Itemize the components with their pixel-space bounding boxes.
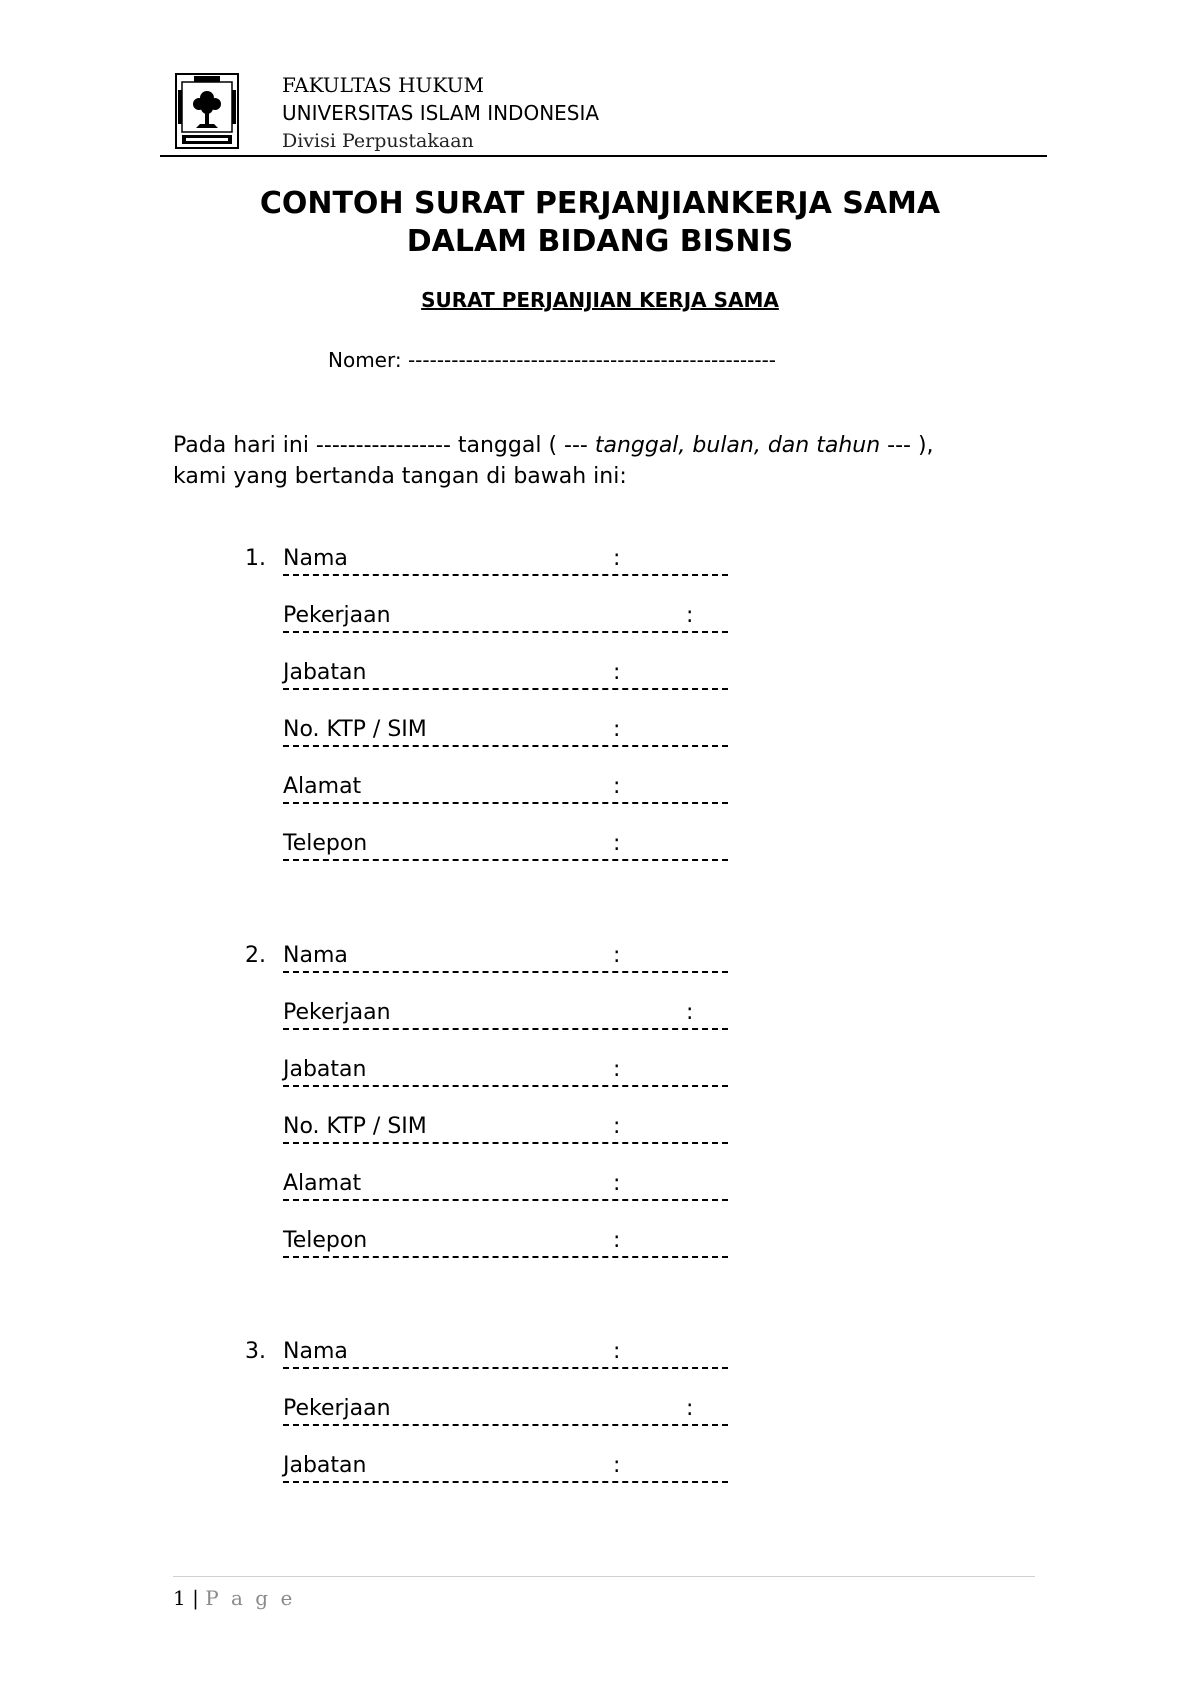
field-colon: :	[613, 943, 621, 968]
document-subtitle: SURAT PERJANJIAN KERJA SAMA	[421, 288, 779, 312]
field-label: Jabatan	[283, 1453, 367, 1478]
field-nama	[283, 945, 728, 1002]
field-alamat	[283, 776, 728, 833]
field-colon: :	[613, 660, 621, 685]
field-nama	[283, 548, 728, 605]
field-colon: :	[686, 603, 694, 628]
field-colon: :	[613, 1453, 621, 1478]
field-label: Telepon	[283, 1228, 368, 1253]
page-number: 1	[173, 1586, 186, 1610]
fill-in-line	[283, 1256, 728, 1264]
field-jabatan	[283, 1455, 728, 1512]
letter-number: Nomer: ---------------------------------------------------	[328, 348, 777, 372]
field-colon: :	[686, 1396, 694, 1421]
fill-in-line	[283, 1481, 728, 1489]
field-telepon	[283, 1230, 728, 1287]
fill-in-line	[283, 745, 728, 753]
field-colon: :	[613, 1228, 621, 1253]
field-label: No. KTP / SIM	[283, 1114, 427, 1139]
division-name: Divisi Perpustakaan	[282, 130, 474, 152]
field-label: Alamat	[283, 1171, 362, 1196]
field-label: Pekerjaan	[283, 603, 391, 628]
faculty-name: FAKULTAS HUKUM	[282, 73, 484, 97]
page-footer	[173, 1588, 295, 1608]
field-colon: :	[613, 774, 621, 799]
fill-in-line	[283, 1424, 728, 1432]
intro-text-end: --- ),	[880, 433, 934, 458]
fill-in-line	[283, 1028, 728, 1036]
university-name: UNIVERSITAS ISLAM INDONESIA	[282, 101, 600, 125]
footer-separator: |	[192, 1586, 199, 1610]
field-pekerjaan	[283, 1002, 728, 1059]
field-colon: :	[613, 1339, 621, 1364]
party-number: 1.	[245, 546, 266, 571]
field-colon: :	[613, 546, 621, 571]
field-jabatan	[283, 662, 728, 719]
intro-text-line-2: kami yang bertanda tangan di bawah ini:	[173, 464, 627, 489]
field-colon: :	[613, 717, 621, 742]
intro-date-placeholder: tanggal, bulan, dan tahun	[594, 433, 881, 458]
field-colon: :	[613, 831, 621, 856]
field-label: Telepon	[283, 831, 368, 856]
field-colon: :	[613, 1114, 621, 1139]
page-label: P a g e	[205, 1586, 296, 1610]
field-label: Pekerjaan	[283, 1000, 391, 1025]
intro-paragraph	[173, 430, 1053, 492]
field-ktp-sim	[283, 719, 728, 776]
field-pekerjaan	[283, 1398, 728, 1455]
field-jabatan	[283, 1059, 728, 1116]
field-label: Jabatan	[283, 660, 367, 685]
party-number: 3.	[245, 1339, 266, 1364]
field-telepon	[283, 833, 728, 890]
party-list-1	[245, 548, 765, 878]
document-title-line-1: CONTOH SURAT PERJANJIANKERJA SAMA	[259, 186, 941, 221]
intro-text-start: Pada hari ini ----------------- tanggal ( ---	[173, 433, 595, 458]
fill-in-line	[283, 631, 728, 639]
field-label: Nama	[283, 1339, 348, 1364]
fill-in-line	[283, 1142, 728, 1150]
fill-in-line	[283, 574, 728, 582]
fill-in-line	[283, 1367, 728, 1375]
university-logo	[174, 72, 240, 150]
field-label: Alamat	[283, 774, 362, 799]
document-title-line-2: DALAM BIDANG BISNIS	[406, 224, 794, 259]
party-list-2	[245, 945, 765, 1275]
party-number: 2.	[245, 943, 266, 968]
fill-in-line	[283, 971, 728, 979]
footer-rule	[173, 1576, 1035, 1577]
field-nama	[283, 1341, 728, 1398]
fill-in-line	[283, 1085, 728, 1093]
fill-in-line	[283, 688, 728, 696]
field-ktp-sim	[283, 1116, 728, 1173]
party-list-3	[245, 1341, 765, 1521]
field-pekerjaan	[283, 605, 728, 662]
field-label: Nama	[283, 546, 348, 571]
field-label: Nama	[283, 943, 348, 968]
field-alamat	[283, 1173, 728, 1230]
field-colon: :	[686, 1000, 694, 1025]
field-colon: :	[613, 1057, 621, 1082]
field-label: Pekerjaan	[283, 1396, 391, 1421]
fill-in-line	[283, 859, 728, 867]
fill-in-line	[283, 802, 728, 810]
header-rule	[160, 155, 1047, 157]
field-colon: :	[613, 1171, 621, 1196]
field-label: No. KTP / SIM	[283, 717, 427, 742]
field-label: Jabatan	[283, 1057, 367, 1082]
fill-in-line	[283, 1199, 728, 1207]
